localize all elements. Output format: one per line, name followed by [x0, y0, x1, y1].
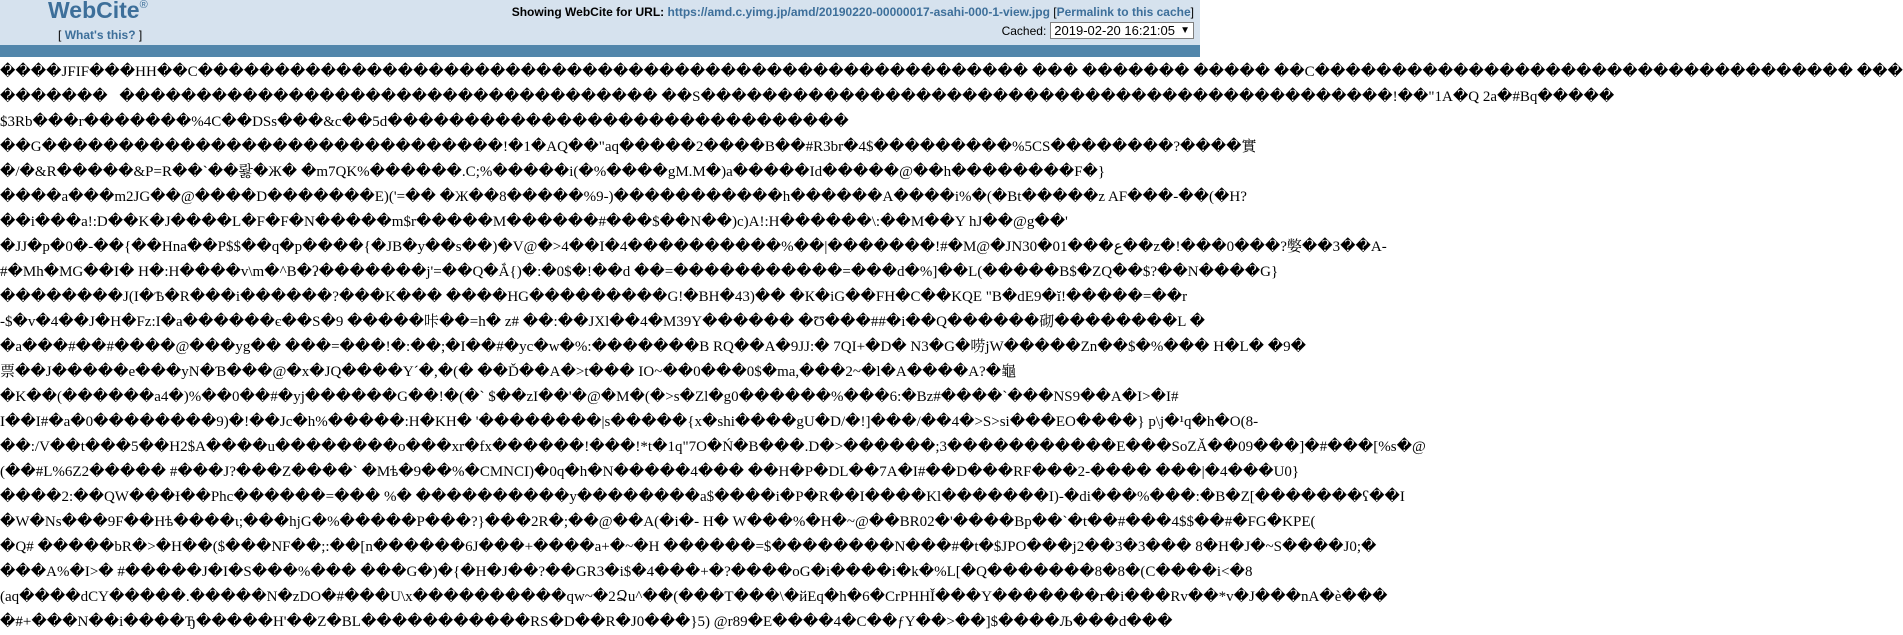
bracket-open: [ [58, 28, 62, 42]
source-url-link[interactable]: https://amd.c.yimg.jp/amd/20190220-00000017-asahi-000-1-view.jpg [667, 5, 1050, 19]
content-line: �/�&R�����&P=R��`��뢇�Ж� �m7QK%������.C;%�����i(�%����gM.M�)a�����Id�����@��h��������F�} [0, 164, 1106, 180]
content-line: �Q# �����bR�>�H��($���NF��;:��[n������6J���+����a+�~�H ������=$��������N���#�t�$JPO���j2��3�3��� 8�H�J�~S����J0;� [0, 539, 1377, 555]
content-line: ����2:��QW���Ɨ��Phc������=��� %� ����������y��������a$����i�P�R��I����Kl�������I)-�di���%���:�B�Z[�������ʕ��I [0, 489, 1405, 505]
cached-date-select[interactable] [1050, 22, 1194, 39]
content-line: ����JFIF���HH��C������������������������������������������������������ ��� ������� ����� ��C����������������������������������� ��� [0, 64, 1903, 80]
showing-label: Showing WebCite for URL: [511, 5, 665, 19]
whats-this-block [58, 28, 142, 42]
cached-label: Cached: [1001, 23, 1047, 38]
content-line: 票��J�����e���yN�Ɓ���@�x�JQ����Y´�,�(� ��Ď��A�>t��� IO~��0���0$�ma,���2~�l�A����A?�龜 [0, 364, 1017, 380]
content-line: ��i���a!:D��K�J����L�F�F�N�����m$r�����M������#���$��N��)c)A!:H������\:��M��Y hJ��@g��' [0, 214, 1068, 230]
content-line: ��G������������������������������!�1�AQ��"aq�����2����B��#R3br�4$���������%5CS��������?����實 [0, 139, 1257, 155]
registered-mark: ® [139, 0, 148, 11]
url-line [512, 5, 1194, 19]
header-divider-bar [0, 45, 1200, 57]
content-line: -$�v�4��J�H�Fz:I�a������є��S�9 �����咔��=h� z# ��:��JXl��4�M39Y������ �Ʊ���##�i��Q������砌��������L � [0, 314, 1206, 330]
permalink-bracket-close: ] [1190, 5, 1194, 19]
permalink-bracket-open: [ [1053, 5, 1057, 19]
raw-binary-content [0, 60, 1903, 630]
webcite-header [0, 0, 1200, 45]
content-line: �K��(������a4�)%��0��#�yj������G��!�(�` $��zI��'�@�M�(�>s�Zl�g0������%���6:�Bz#����`���NS9��A�I>�I# [0, 389, 1179, 405]
content-line: �a���#��#����@���yg�� ���=���!�:��;�I��#�yc�w�%:�������B RQ��A�9JJ:� 7QI+�D� N3�G�唠jW�����Zn��$�%��� H�L� �9� [0, 339, 1307, 355]
content-line: ����a���m2JG��@����D�������E)('=�� �Ж��8�����%9-)�����������h������A����i%�(�Bt�����z AF���-��(�H? [0, 189, 1247, 205]
content-line: �W�Ns���9F��Hѣ����ι;���hjG�%�����P���?}���2R�;��@��A(�i�- H� W���%�H�~@��BR02�'����Bp��`�t��#���4$$��#�FG�KPE( [0, 514, 1316, 530]
webcite-logo[interactable] [48, 0, 148, 24]
content-line: #�Mh�MG��I� H�:H����v\m�^B�ʔ�������j'=��Q�Ắ{)�:�0$�!��d ��=�����������=���d�%]��L(�����B$�ZQ��$?��N����G} [0, 264, 1279, 280]
chevron-down-icon: ▼ [1180, 25, 1190, 36]
content-line: $3Rb���r�������%4C��DSs���&c��5d������������������������������ [0, 114, 849, 130]
permalink-link[interactable]: Permalink to this cache [1056, 5, 1191, 19]
logo-text: WebCite [48, 0, 140, 23]
cached-date-value: 2019-02-20 16:21:05 [1054, 23, 1175, 38]
content-line: I��I#�a�0��������9)�!��Jc�h%�����:H�KH� '��������|s�����{x�shi����gU�D/�!]���/��4�>S>si���EO����} p\j�¹q�h�O(8- [0, 414, 1259, 430]
bracket-close: ] [138, 28, 143, 42]
whats-this-link[interactable]: What's this? [64, 28, 136, 42]
content-line: ���A%�I>� #�����J�I�S���%��� ���G�)�{�H�J��?��GR3�i$�4���+�?����oG�i����i�k�%L[�Q�������8�8�(C����i<�8 [0, 564, 1253, 580]
content-line: �#+���N��i����Ђ�����H'��Z�BL�����������RS�D��R�J0���}5) @r89�E����4�C��ƒY��>��]$����Љ���d��� [0, 614, 1173, 630]
content-line: ������� ����������������������������������� ��S���������������������������������������������!��"1A�Q 2a�#Bq����� [0, 89, 1615, 105]
content-line: (��#L%6Z2����� #���J?���Z����` �Mѣ�9��%�CMNCI)�0q�h�N�����4��� ��H�P�DL��7A�I#��D���RF���2-���� ���|�4���U0} [0, 464, 1300, 480]
content-line: (aq����dCY�����.�����N�zDO�#���U\x����������qw~�2Ձu^��(���T���\�йEq�h�6�CrPHHǏ���Y�������r�i���Rv��*v�J���nA�è��� [0, 589, 1388, 605]
cached-line [1002, 22, 1194, 39]
content-line: ��:/V��t���5��H2$A����u��������o���xr�fx������!���!*t�1q"7O�Ń�B���.D�>������;3�����������E���SoZǍ��09���]�#���[%s�@ [0, 439, 1426, 455]
content-line: ��������J(I�Ѣ�R���i������?���K��� ����HG���������G!�BH�43)�� �К�iG��FH�C��KQE "B�dE9�ĭ!�����=��r [0, 289, 1188, 305]
content-line: �JJ�p�0�-��{��Hna��P$$��q�p����{�JB�y��s��)�V@�>4��I�4����������%��|�������!#�M@�JN30�01���ع��z�!���0���?嫳��3��A- [0, 239, 1387, 255]
